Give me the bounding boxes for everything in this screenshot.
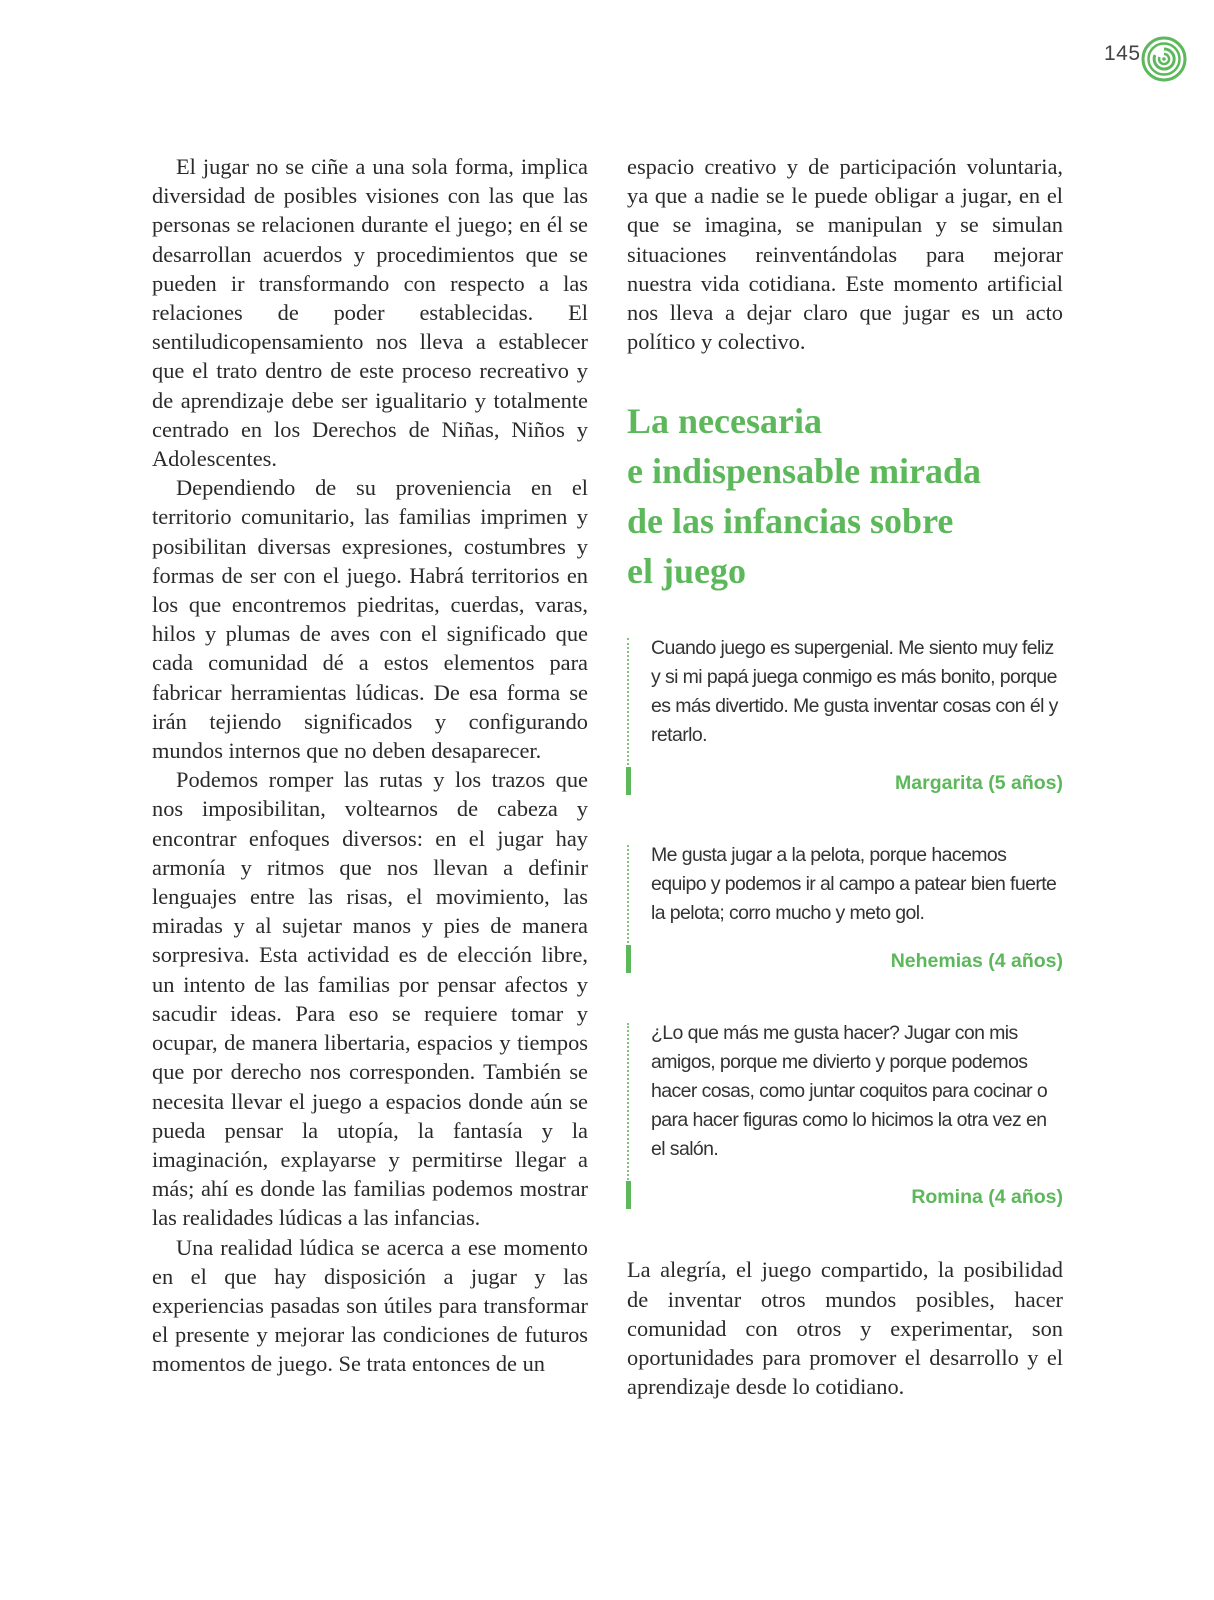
heading-line: de las infancias sobre xyxy=(627,501,954,542)
left-column xyxy=(152,152,588,1379)
section-heading xyxy=(627,396,1063,596)
right-column xyxy=(627,152,1063,1401)
body-paragraph: Una realidad lúdica se acerca a ese momento en el que hay disposición a jugar y las experiencias pasadas son útiles para transformar el presente y mejorar las condiciones de futuros momentos de juego. Se trata entonces de un xyxy=(152,1234,588,1377)
body-paragraph: Dependiendo de su proveniencia en el territorio comunitario, las familias imprimen y posibilitan diversas expresiones, costumbres y formas de ser con el juego. Habrá territorios en los que encontremos piedritas, cuerdas, varas, hilos y plumas de aves con el significado que cada comunidad dé a estos elementos para fabricar herramientas lúdicas. De esa forma se irán tejiendo significados y configurando mundos internos que no deben desaparecer. xyxy=(152,475,588,764)
quote-bar-marker xyxy=(626,1181,631,1209)
body-paragraph: El jugar no se ciñe a una sola forma, implica diversidad de posibles visiones con las que las personas se relacionen durante el juego; en él se desarrollan acuerdos y procedimientos que se pueden ir transformando con respecto a las relaciones de poder establecidas. El sentiludicopensamiento nos lleva a establecer que el trato dentro de este proceso recreativo y de aprendizaje debe ser igualitario y totalmente centrado en los Derechos de Niñas, Niños y Adolescentes. xyxy=(152,154,588,472)
quote-text: ¿Lo que más me gusta hacer? Jugar con mis amigos, porque me divierto y porque podemos hacer cosas, como juntar coquitos para cocinar o para hacer figuras como lo hicimos la otra vez en el salón. xyxy=(651,1022,1048,1161)
heading-line: La necesaria xyxy=(627,401,822,442)
body-paragraph: Podemos romper las rutas y los trazos que nos imposibilitan, voltearnos de cabeza y encontrar enfoques diversos: en el jugar hay armonía y ritmos que nos llevan a definir lenguajes entre las risas, el movimiento, las miradas y al sujetar manos y pies de manera sorpresiva. Esta actividad es de elección libre, un intento de las familias por pensar afectos y sacudir ideas. Para eso se requiere tomar y ocupar, de manera libertaria, espacios y tiempos que por derecho nos corresponden. También se necesita llevar el juego a espacios donde aún se pueda pensar la utopía, la fantasía y la imaginación, explayarse y permitirse llegar a más; ahí es donde las familias podemos mostrar las realidades lúdicas a las infancias. xyxy=(152,767,588,1231)
page-number: 145 xyxy=(1104,42,1141,65)
spiral-emblem-icon xyxy=(1141,36,1187,82)
closing-paragraph: La alegría, el juego compartido, la posibilidad de inventar otros mundos posibles, hacer comunidad con otros y experimentar, son oportunidades para promover el desarrollo y el aprendizaje desde lo cotidiano. xyxy=(627,1257,1063,1400)
quote-bar-marker xyxy=(626,767,631,795)
quote-author: Romina (4 años) xyxy=(911,1186,1063,1209)
heading-line: el juego xyxy=(627,551,746,592)
quote-text: Cuando juego es supergenial. Me siento muy feliz y si mi papá juega conmigo es más bonito, porque es más divertido. Me gusta inventar cosas con él y retarlo. xyxy=(651,637,1058,747)
testimonial-quote xyxy=(627,841,1063,973)
quote-author: Nehemias (4 años) xyxy=(890,950,1063,973)
quote-dotted-rule xyxy=(627,1023,629,1203)
quote-author: Margarita (5 años) xyxy=(895,772,1063,795)
testimonial-quote xyxy=(627,634,1063,795)
quote-bar-marker xyxy=(626,945,631,973)
testimonial-quote xyxy=(627,1019,1063,1209)
continued-paragraph: espacio creativo y de participación voluntaria, ya que a nadie se le puede obligar a jugar, en el que se imagina, se manipulan y se simulan situaciones reinventándolas para mejorar nuestra vida cotidiana. Este momento artificial nos lleva a dejar claro que jugar es un acto político y colectivo. xyxy=(627,154,1063,355)
quote-text: Me gusta jugar a la pelota, porque hacemos equipo y podemos ir al campo a patear bien fuerte la pelota; corro mucho y meto gol. xyxy=(651,844,1057,925)
heading-line: e indispensable mirada xyxy=(627,451,982,492)
